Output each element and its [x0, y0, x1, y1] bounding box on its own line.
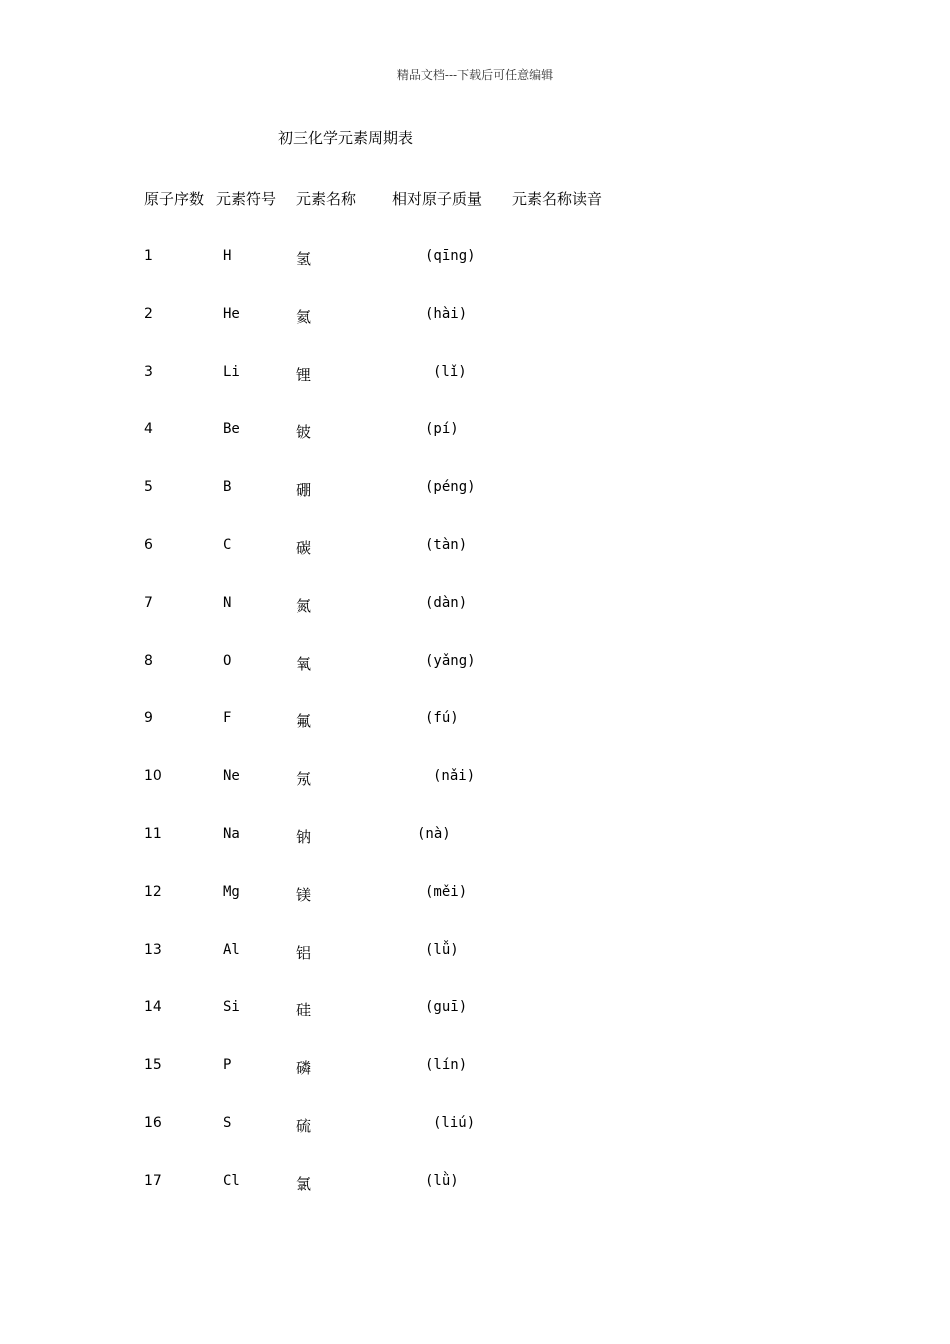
table-row — [0, 479, 950, 499]
table-row — [0, 826, 950, 846]
pronunciation-cell: (hài) — [425, 306, 468, 322]
pronunciation-cell: (qīng) — [425, 248, 476, 264]
pronunciation-cell: (péng) — [425, 479, 476, 495]
header-element-name: 元素名称 — [296, 190, 357, 208]
element-symbol-cell: Cl — [223, 1173, 240, 1189]
element-symbol-cell: H — [223, 248, 232, 264]
atomic-number-cell: 1 — [144, 248, 153, 264]
table-row — [0, 768, 950, 788]
element-name-cell: 氮 — [296, 597, 312, 615]
table-row — [0, 421, 950, 441]
element-name-cell: 铍 — [296, 423, 312, 441]
element-name-cell: 镁 — [296, 886, 312, 904]
element-symbol-cell: N — [223, 595, 232, 611]
header-element-symbol: 元素符号 — [216, 190, 277, 208]
element-symbol-cell: Ne — [223, 768, 240, 784]
atomic-number-cell: 13 — [144, 942, 162, 958]
pronunciation-cell: (yǎng) — [425, 653, 476, 669]
element-name-cell: 氦 — [296, 308, 312, 326]
element-name-cell: 氟 — [296, 712, 312, 730]
element-name-cell: 氢 — [296, 250, 312, 268]
element-name-cell: 铝 — [296, 944, 312, 962]
element-name-cell: 氖 — [296, 770, 312, 788]
atomic-number-cell: 3 — [144, 364, 153, 380]
pronunciation-cell: (lǐ) — [433, 364, 467, 380]
pronunciation-cell: (fú) — [425, 710, 459, 726]
atomic-number-cell: 11 — [144, 826, 162, 842]
table-row — [0, 248, 950, 268]
element-symbol-cell: Al — [223, 942, 240, 958]
pronunciation-cell: (tàn) — [425, 537, 468, 553]
table-row — [0, 999, 950, 1019]
pronunciation-cell: (měi) — [425, 884, 468, 900]
table-row — [0, 595, 950, 615]
table-row — [0, 942, 950, 962]
pronunciation-cell: (pí) — [425, 421, 459, 437]
table-row — [0, 364, 950, 384]
header-pronunciation: 元素名称读音 — [512, 190, 603, 208]
element-symbol-cell: B — [223, 479, 232, 495]
pronunciation-cell: (lín) — [425, 1057, 468, 1073]
element-name-cell: 硼 — [296, 481, 312, 499]
atomic-number-cell: 8 — [144, 653, 153, 669]
table-row — [0, 653, 950, 673]
element-symbol-cell: He — [223, 306, 240, 322]
table-row — [0, 1115, 950, 1135]
atomic-number-cell: 7 — [144, 595, 153, 611]
element-name-cell: 硫 — [296, 1117, 312, 1135]
table-row — [0, 306, 950, 326]
atomic-number-cell: 6 — [144, 537, 153, 553]
pronunciation-cell: (nà) — [417, 826, 451, 842]
atomic-number-cell: 12 — [144, 884, 162, 900]
element-symbol-cell: P — [223, 1057, 232, 1073]
element-name-cell: 钠 — [296, 828, 312, 846]
element-symbol-cell: Be — [223, 421, 240, 437]
atomic-number-cell: 5 — [144, 479, 153, 495]
element-symbol-cell: C — [223, 537, 232, 553]
page-header: 精品文档---下载后可任意编辑 — [396, 68, 554, 82]
table-row — [0, 537, 950, 557]
element-name-cell: 锂 — [296, 366, 312, 384]
element-name-cell: 磷 — [296, 1059, 312, 1077]
atomic-number-cell: 4 — [144, 421, 153, 437]
table-row — [0, 884, 950, 904]
element-symbol-cell: Na — [223, 826, 240, 842]
pronunciation-cell: (nǎi) — [433, 768, 476, 784]
document-title: 初三化学元素周期表 — [278, 129, 414, 147]
table-row — [0, 710, 950, 730]
pronunciation-cell: (liú) — [433, 1115, 476, 1131]
table-row — [0, 1173, 950, 1193]
header-atomic-number: 原子序数 — [144, 190, 205, 208]
atomic-number-cell: 16 — [144, 1115, 162, 1131]
element-symbol-cell: Mg — [223, 884, 240, 900]
header-atomic-mass: 相对原子质量 — [392, 190, 483, 208]
column-headers — [0, 188, 950, 208]
element-symbol-cell: F — [223, 710, 232, 726]
element-symbol-cell: S — [223, 1115, 232, 1131]
element-symbol-cell: Li — [223, 364, 240, 380]
pronunciation-cell: (dàn) — [425, 595, 468, 611]
pronunciation-cell: (lǚ) — [425, 942, 459, 958]
pronunciation-cell: (lǜ) — [425, 1173, 459, 1189]
element-name-cell: 碳 — [296, 539, 312, 557]
pronunciation-cell: (guī) — [425, 999, 468, 1015]
atomic-number-cell: 10 — [144, 768, 162, 784]
element-symbol-cell: Si — [223, 999, 240, 1015]
element-name-cell: 氯 — [296, 1175, 312, 1193]
atomic-number-cell: 17 — [144, 1173, 162, 1189]
table-row — [0, 1057, 950, 1077]
atomic-number-cell: 9 — [144, 710, 153, 726]
element-symbol-cell: O — [223, 653, 232, 669]
element-name-cell: 硅 — [296, 1001, 312, 1019]
element-name-cell: 氧 — [296, 655, 312, 673]
atomic-number-cell: 14 — [144, 999, 162, 1015]
atomic-number-cell: 2 — [144, 306, 153, 322]
atomic-number-cell: 15 — [144, 1057, 162, 1073]
